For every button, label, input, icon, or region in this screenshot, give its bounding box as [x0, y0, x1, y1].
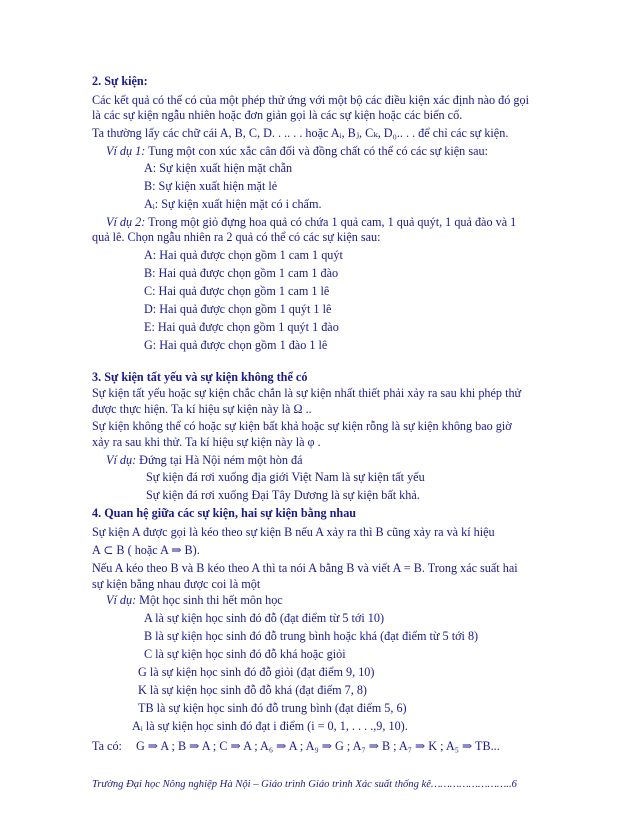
list-item: Aᵢ là sự kiện học sinh đó đạt i điểm (i = 0, 1, . . . .,9, 10). [132, 719, 408, 733]
list-item: B: Hai quả được chọn gồm 1 cam 1 đào [144, 266, 339, 280]
s4-paragraph-3-line-1: Nếu A kéo theo B và B kéo theo A thì ta nói A bằng B và viết A = B. Trong xác suất hai [92, 561, 518, 575]
list-item: C là sự kiện học sinh đó đỗ khá hoặc giỏi [144, 647, 346, 661]
s3-paragraph-1-line-2: được thực hiện. Ta kí hiệu sự kiện này là Ω .. [92, 402, 312, 416]
s4-paragraph-2: A ⊂ B ( hoặc A ⇒ B). [92, 543, 200, 557]
s2-example-2-line-2: quả lê. Chọn ngẫu nhiên ra 2 quả có thể có các sự kiện sau: [92, 230, 381, 244]
s3-example [106, 453, 303, 468]
list-item: Aᵢ: Sự kiện xuất hiện mặt có i chấm. [144, 197, 322, 211]
list-item: G: Hai quả được chọn gồm 1 đào 1 lê [144, 338, 328, 352]
list-item: K là sự kiện học sinh đỗ đỗ khá (đạt điểm 7, 8) [138, 683, 367, 697]
list-item: A: Sự kiện xuất hiện mặt chẵn [144, 161, 293, 175]
list-item: B là sự kiện học sinh đó đỗ trung bình hoặc khá (đạt điểm từ 5 tới 8) [144, 629, 479, 643]
s4-conclusion [92, 739, 500, 754]
example-text: Tung một con xúc xắc cân đối và đồng chất có thể có các sự kiện sau: [145, 144, 488, 158]
page-footer: Trường Đại học Nông nghiệp Hà Nội – Giáo trình Giáo trình Xác suất thống kê……………………..6 [92, 779, 517, 790]
example-text: Một học sinh thi hết môn học [136, 593, 283, 607]
list-item: E: Hai quả được chọn gồm 1 quýt 1 đào [144, 320, 339, 334]
s2-example-2 [106, 215, 516, 230]
s3-paragraph-2-line-2: xảy ra sau khi thử. Ta kí hiệu sự kiện này là φ . [92, 435, 321, 449]
s4-paragraph-1: Sự kiện A được gọi là kéo theo sự kiện B nếu A xảy ra thì B cũng xảy ra và kí hiệu [92, 525, 495, 539]
section-2-heading: 2. Sự kiện: [92, 74, 148, 88]
s2-paragraph-1-line-2: là các sự kiện ngẫu nhiên hoặc đơn giản gọi là các sự kiện hoặc các biến cố. [92, 108, 463, 122]
list-item: G là sự kiện học sinh đó đỗ giỏi (đạt điểm 9, 10) [138, 665, 375, 679]
conclusion-label: Ta có: [92, 739, 122, 753]
example-label: Ví dụ 2: [106, 215, 146, 229]
list-item: Sự kiện đá rơi xuống Đại Tây Dương là sự kiện bất khả. [146, 488, 420, 502]
conclusion-formula: G ⇒ A ; B ⇒ A ; C ⇒ A ; A₆ ⇒ A ; A₉ ⇒ G ; A₇ ⇒ B ; A₇ ⇒ K ; A₅ ⇒ TB... [135, 739, 500, 753]
list-item: C: Hai quả được chọn gồm 1 cam 1 lê [144, 284, 330, 298]
list-item: A là sự kiện học sinh đó đỗ (đạt điểm từ 5 tới 10) [144, 611, 385, 625]
s3-paragraph-2-line-1: Sự kiện không thể có hoặc sự kiện bất khả hoặc sự kiện rỗng là sự kiện không bao giờ [92, 419, 512, 433]
example-label: Ví dụ: [106, 593, 137, 607]
list-item: B: Sự kiện xuất hiện mặt lẻ [144, 179, 278, 193]
s4-example [106, 593, 283, 608]
s2-paragraph-2: Ta thường lấy các chữ cái A, B, C, D. . .. . . hoặc Aᵢ, Bⱼ, Cₖ, D₀.. . . để chỉ các sự kiện. [92, 126, 509, 140]
example-text: Đứng tại Hà Nội ném một hòn đá [136, 453, 303, 467]
s2-example-1 [106, 144, 488, 159]
example-label: Ví dụ: [106, 453, 137, 467]
list-item: A: Hai quả được chọn gồm 1 cam 1 quýt [144, 248, 343, 262]
s4-paragraph-3-line-2: sự kiện bằng nhau được coi là một [92, 577, 261, 591]
s3-paragraph-1-line-1: Sự kiện tất yếu hoặc sự kiện chắc chắn là sự kiện nhất thiết phải xảy ra sau khi phép thử [92, 386, 522, 400]
list-item: TB là sự kiện học sinh đó đỗ trung bình (đạt điểm 5, 6) [138, 701, 407, 715]
example-text: Trong một giỏ đựng hoa quả có chứa 1 quả cam, 1 quả quýt, 1 quả đào và 1 [145, 215, 517, 229]
section-4-heading: 4. Quan hệ giữa các sự kiện, hai sự kiện bằng nhau [92, 506, 357, 520]
list-item: Sự kiện đá rơi xuống địa giới Việt Nam là sự kiện tất yếu [146, 470, 425, 484]
example-label: Ví dụ 1: [106, 144, 146, 158]
section-3-heading: 3. Sự kiện tất yếu và sự kiện không thể có [92, 370, 308, 384]
list-item: D: Hai quả được chọn gồm 1 quýt 1 lê [144, 302, 332, 316]
s2-paragraph-1-line-1: Các kết quả có thể có của một phép thử ứng với một bộ các điều kiện xác định nào đó gọi [92, 93, 529, 107]
